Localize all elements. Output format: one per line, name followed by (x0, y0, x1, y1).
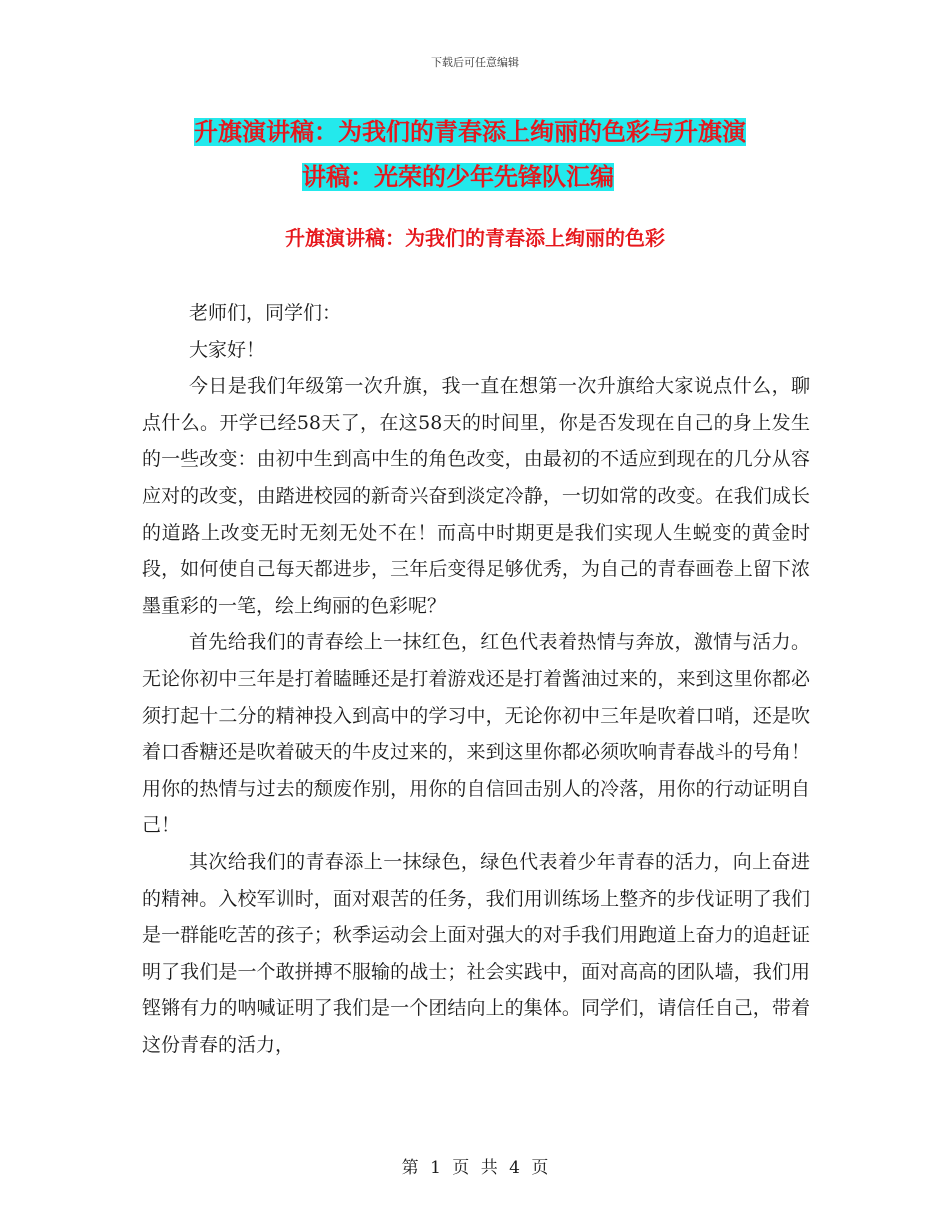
paragraph-salutation: 老师们，同学们： (189, 302, 342, 324)
paragraph-greeting: 大家好！ (189, 338, 266, 361)
footer-prefix: 第 (401, 1158, 419, 1178)
footer-page-word: 页 (452, 1158, 470, 1178)
header-note: 下载后可任意编辑 (431, 56, 519, 69)
page-footer (0, 1153, 950, 1178)
document-title-line-2 (140, 155, 820, 200)
title-highlight-2: 讲稿：光荣的少年先锋队汇编 (302, 163, 614, 191)
section-title: 升旗演讲稿：为我们的青春添上绚丽的色彩 (285, 226, 665, 250)
body-text (142, 295, 810, 1063)
footer-suffix: 页 (531, 1158, 549, 1178)
document-title (140, 110, 820, 200)
title-highlight-1: 升旗演讲稿：为我们的青春添上绚丽的色彩与升旗演 (194, 118, 746, 146)
paragraph-green: 其次给我们的青春添上一抹绿色，绿色代表着少年青春的活力，向上奋进的精神。入校军训时，面对艰苦的任务，我们用训练场上整齐的步伐证明了我们是一群能吃苦的孩子；秋季运动会上面对强大的对手我们用跑道上奋力的追赶证明了我们是一个敢拼搏不服输的战士；社会实践中，面对高高的团队墙，我们用铿锵有力的呐喊证明了我们是一个团结向上的集体。同学们，请信任自己，带着这份青春的活力， (142, 850, 810, 1056)
footer-total-word: 共 (480, 1158, 498, 1178)
paragraph-intro: 今日是我们年级第一次升旗，我一直在想第一次升旗给大家说点什么，聊点什么。开学已经58天了，在这58天的时间里，你是否发现在自己的身上发生的一些改变：由初中生到高中生的角色改变，由最初的不适应到现在的几分从容应对的改变，由踏进校园的新奇兴奋到淡定冷静，一切如常的改变。在我们成长的道路上改变无时无刻无处不在！而高中时期更是我们实现人生蜕变的黄金时段，如何使自己每天都进步，三年后变得足够优秀，为自己的青春画卷上留下浓墨重彩的一笔，绘上绚丽的色彩呢？ (142, 375, 810, 617)
total-pages: 4 (509, 1158, 520, 1178)
document-title-line-1 (140, 110, 820, 155)
paragraph-red: 首先给我们的青春绘上一抹红色，红色代表着热情与奔放，激情与活力。无论你初中三年是打着瞌睡还是打着游戏还是打着酱油过来的，来到这里你都必须打起十二分的精神投入到高中的学习中，无论你初中三年是吹着口哨，还是吹着口香糖还是吹着破天的牛皮过来的，来到这里你都必须吹响青春战斗的号角！用你的热情与过去的颓废作别，用你的自信回击别人的冷落，用你的行动证明自己！ (142, 631, 810, 837)
page-number: 1 (430, 1158, 441, 1178)
